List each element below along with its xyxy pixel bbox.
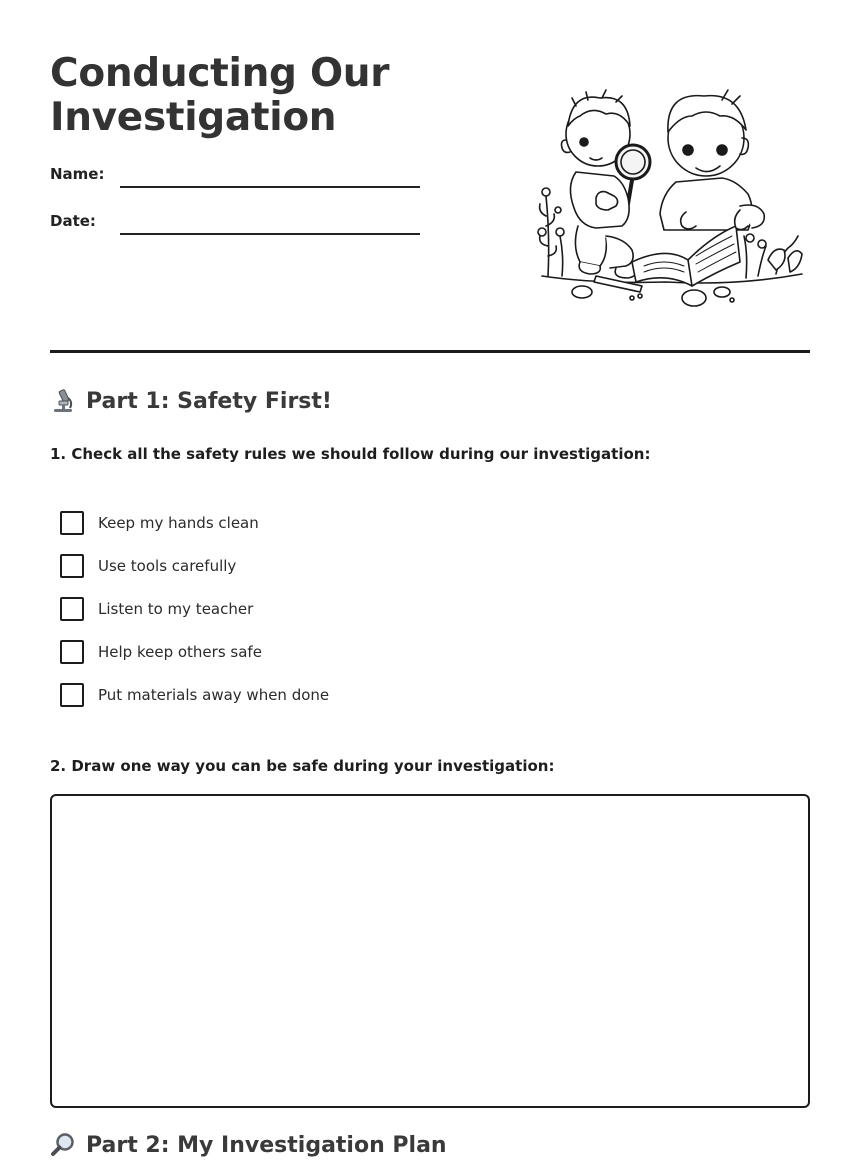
part2-heading (50, 1132, 447, 1158)
checkbox[interactable] (60, 554, 84, 578)
checkbox[interactable] (60, 597, 84, 621)
checklist-item[interactable] (60, 587, 329, 630)
checklist-item[interactable] (60, 501, 329, 544)
question-1: 1. Check all the safety rules we should follow during our investigation: (50, 445, 651, 463)
title-line-2: Investigation (50, 95, 337, 140)
checklist-item-label: Put materials away when done (98, 685, 330, 704)
checklist-item[interactable] (60, 673, 329, 716)
safety-checklist (60, 501, 329, 716)
name-field[interactable] (120, 186, 420, 188)
checklist-item[interactable] (60, 630, 329, 673)
date-field[interactable] (120, 233, 420, 235)
checkbox[interactable] (60, 511, 84, 535)
children-investigating-illustration (536, 86, 808, 312)
checkbox[interactable] (60, 683, 84, 707)
microscope-icon (50, 388, 76, 414)
drawing-area[interactable] (50, 794, 810, 1108)
checklist-item-label: Use tools carefully (98, 556, 237, 575)
header-divider (50, 350, 810, 353)
date-label: Date: (50, 212, 96, 230)
title-line-1: Conducting Our (50, 51, 390, 96)
part1-heading (50, 388, 332, 414)
question-2: 2. Draw one way you can be safe during your investigation: (50, 757, 555, 775)
checklist-item-label: Help keep others safe (98, 642, 262, 661)
checklist-item-label: Keep my hands clean (98, 513, 259, 532)
part2-heading-text: Part 2: My Investigation Plan (86, 1132, 447, 1158)
magnifying-glass-icon (50, 1132, 76, 1158)
checkbox[interactable] (60, 640, 84, 664)
part1-heading-text: Part 1: Safety First! (86, 388, 332, 414)
name-label: Name: (50, 165, 105, 183)
page-title (50, 52, 480, 140)
checklist-item-label: Listen to my teacher (98, 599, 254, 618)
open-book (632, 226, 740, 286)
checklist-item[interactable] (60, 544, 329, 587)
